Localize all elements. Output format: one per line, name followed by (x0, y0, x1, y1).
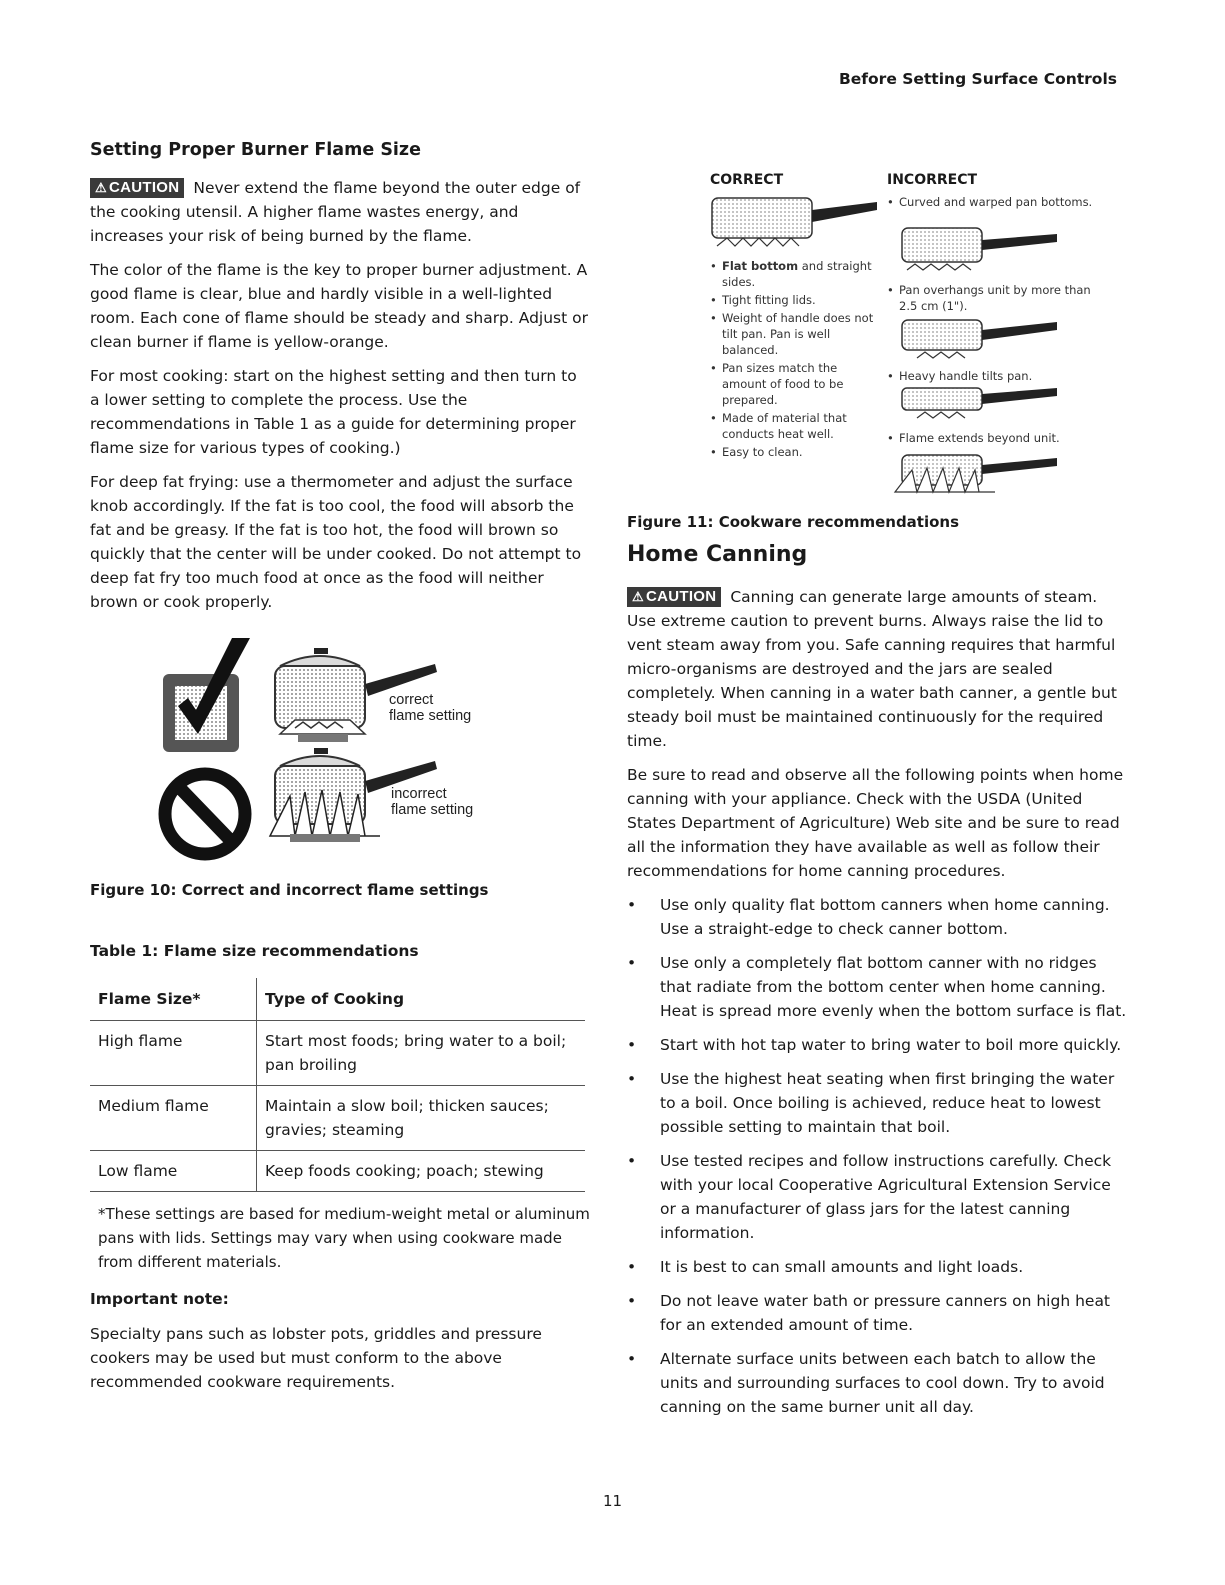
important-note-text: Specialty pans such as lobster pots, griddles and pressure cookers may be used but must conform to the above recommended cookware requirements. (90, 1325, 542, 1391)
incorrect-heading: INCORRECT (887, 172, 978, 188)
warped-pan-icon (902, 228, 1057, 270)
list-item: • Use only quality flat bottom canners when home canning. Use a straight-edge to check canner bottom. (627, 893, 1127, 941)
table-cell: Low flame (90, 1151, 257, 1192)
caution-text: Canning can generate large amounts of steam. Use extreme caution to prevent burns. Always raise the lid to vent steam away from you. Safe canning requires that harmful micro-organisms are destroyed and the jars are sealed completely. When canning in a water bath canner, a gentle but steady boil must be maintained continuously for the required time. (627, 588, 1117, 750)
list-item: • Alternate surface units between each batch to allow the units and surrounding surfaces to cool down. Try to avoid canning on the same burner unit all day. (627, 1347, 1127, 1419)
paragraph-flame-color: The color of the flame is the key to proper burner adjustment. A good flame is clear, blue and hardly visible in a well-lighted room. Each cone of flame should be steady and sharp. Adjust or clean burner if flame is yellow-orange. (90, 261, 588, 351)
overhanging-pan-icon (902, 320, 1057, 358)
list-item: • Tight fitting lids. (710, 292, 880, 308)
section-title: Setting Proper Burner Flame Size (90, 140, 421, 160)
incorrect-note: • Heavy handle tilts pan. (887, 368, 1099, 384)
important-note-title: Important note: (90, 1290, 229, 1308)
table-row (90, 1151, 585, 1192)
table-footnote: *These settings are based for medium-weight metal or aluminum pans with lids. Settings may vary when using cookware made from different materials. (98, 1205, 590, 1271)
prohibited-icon (165, 774, 245, 854)
canning-tips-list (627, 893, 1127, 1419)
canning-caution-paragraph (627, 585, 1127, 753)
tilted-pan-icon (902, 388, 1057, 418)
table-cell: Keep foods cooking; poach; stewing (257, 1151, 586, 1192)
list-item: • Easy to clean. (710, 444, 880, 460)
caution-badge: ⚠ CAUTION (90, 178, 184, 198)
table-row (90, 1086, 585, 1151)
list-item: • Pan sizes match the amount of food to be prepared. (710, 360, 880, 408)
checkmark-icon (163, 638, 250, 752)
list-item: • Use the highest heat seating when first bringing the water to a boil. Once boiling is achieved, reduce heat to lowest possible setting to maintain that boil. (627, 1067, 1127, 1139)
list-item: • Weight of handle does not tilt pan. Pan is well balanced. (710, 310, 880, 358)
list-item: • It is best to can small amounts and light loads. (627, 1255, 1127, 1279)
list-item: • Use tested recipes and follow instructions carefully. Check with your local Cooperative Agricultural Extension Service or a manufacturer of glass jars for the latest canning information. (627, 1149, 1127, 1245)
table-cell: Medium flame (90, 1086, 257, 1151)
incorrect-note: • Flame extends beyond unit. (887, 430, 1099, 446)
list-item: • Start with hot tap water to bring water to boil more quickly. (627, 1033, 1127, 1057)
correct-heading: CORRECT (710, 172, 784, 188)
correct-list (710, 258, 880, 462)
table-cell: High flame (90, 1021, 257, 1086)
figure-11-caption: Figure 11: Cookware recommendations (627, 513, 960, 531)
flame-settings-illustration (90, 636, 510, 876)
warning-icon: ⚠ (632, 589, 644, 604)
list-item: • Flat bottom and straight sides. (710, 258, 880, 290)
figure-10 (90, 636, 590, 876)
correct-label: correct flame setting (389, 692, 472, 724)
figure-10-caption: Figure 10: Correct and incorrect flame settings (90, 881, 489, 899)
header-flame-size: Flame Size* (90, 978, 257, 1021)
list-item: • Use only a completely flat bottom canner with no ridges that radiate from the bottom center when home canning. Heat is spread more evenly when the bottom surface is flat. (627, 951, 1127, 1023)
list-item: • Made of material that conducts heat well. (710, 410, 880, 442)
canning-intro: Be sure to read and observe all the following points when home canning with your appliance. Check with the USDA (United States Department of Agriculture) Web site and be sure to read all the information they have available as well as follow their recommendations for home canning procedures. (627, 766, 1124, 880)
incorrect-label: incorrect flame setting (391, 786, 474, 818)
paragraph-deep-fat: For deep fat frying: use a thermometer and adjust the surface knob accordingly. If the fat is too cool, the food will absorb the fat and be greasy. If the fat is too hot, the food will brown so quickly that the center will be under cooked. Do not attempt to deep fat fry too much food at once as the food will neither brown or cook properly. (90, 473, 582, 611)
paragraph-most-cooking: For most cooking: start on the highest setting and then turn to a lower setting to complete the process. Use the recommendations in Table 1 as a guide for determining proper flame size for various types of cooking.) (90, 367, 577, 457)
list-item: • Do not leave water bath or pressure canners on high heat for an extended amount of time. (627, 1289, 1127, 1337)
warning-icon: ⚠ (95, 180, 107, 195)
correct-pan-icon (712, 198, 877, 246)
caution-badge: ⚠ CAUTION (627, 587, 721, 607)
incorrect-note: • Pan overhangs unit by more than 2.5 cm (1"). (887, 282, 1099, 314)
table-header-row (90, 978, 585, 1021)
page-number: 11 (602, 1492, 623, 1510)
page-header: Before Setting Surface Controls (838, 70, 1117, 88)
left-column (90, 140, 590, 1404)
flame-beyond-unit-icon (895, 455, 1057, 492)
caution-text: Never extend the flame beyond the outer edge of the cooking utensil. A higher flame wastes energy, and increases your risk of being burned by the flame. (90, 179, 581, 245)
right-column (627, 170, 1127, 1429)
table-cell: Maintain a slow boil; thicken sauces; gravies; steaming (257, 1086, 586, 1151)
table-row (90, 1021, 585, 1086)
table-title: Table 1: Flame size recommendations (90, 942, 419, 960)
caution-paragraph (90, 176, 590, 248)
home-canning-title: Home Canning (627, 542, 808, 567)
figure-11 (627, 170, 1117, 510)
table-cell: Start most foods; bring water to a boil; pan broiling (257, 1021, 586, 1086)
flame-size-table (90, 978, 585, 1192)
header-type-of-cooking: Type of Cooking (257, 978, 586, 1021)
incorrect-note: • Curved and warped pan bottoms. (887, 194, 1099, 210)
